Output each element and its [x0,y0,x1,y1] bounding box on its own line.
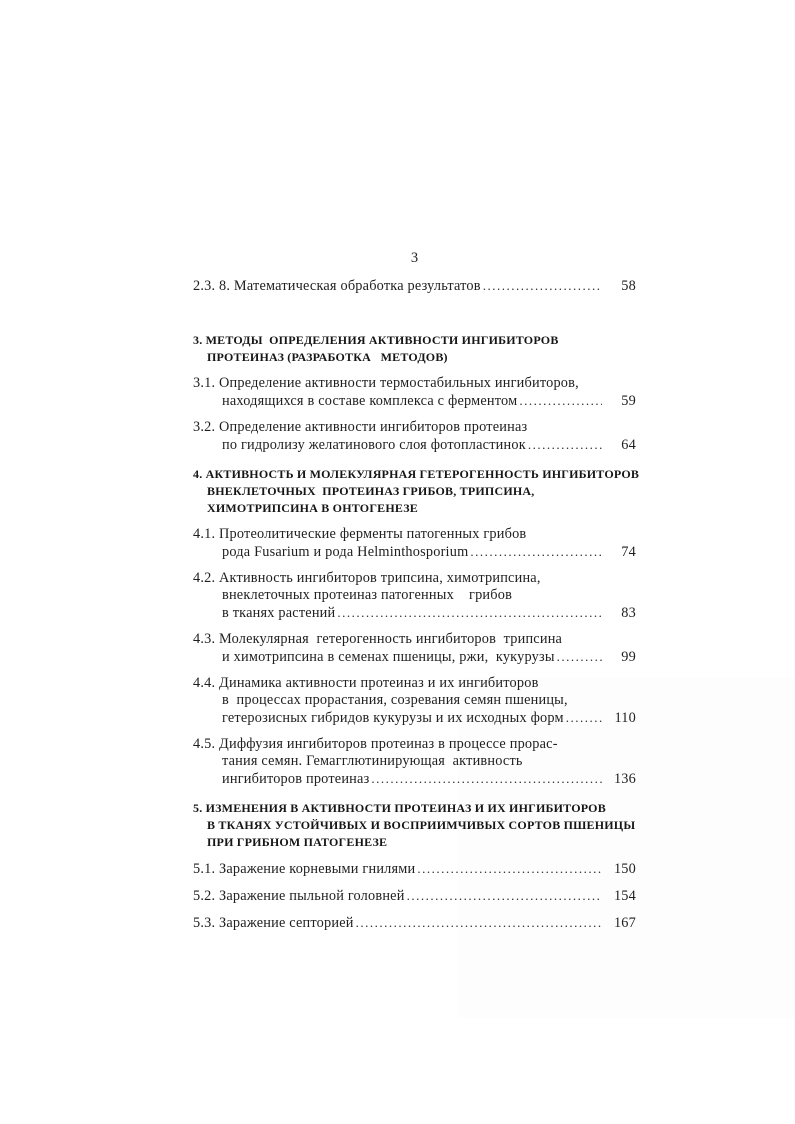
table-of-contents [193,267,640,932]
toc-entry-text: 5.3. Заражение септорией [193,915,354,931]
toc-entry-text: тания семян. Гемагглютинирующая активность [222,753,523,769]
toc-entry-text: 4.4. Динамика активности протеиназ и их ингибиторов [193,675,539,691]
heading-line: 5. ИЗМЕНЕНИЯ В АКТИВНОСТИ ПРОТЕИНАЗ И ИХ ИНГИБИТОРОВ [193,801,606,815]
leader-dots [407,887,602,905]
toc-entry-page-number: 136 [613,771,636,787]
toc-entry-page-number: 150 [613,861,636,877]
toc-entry-text: 2.3. 8. Математическая обработка результатов [193,278,481,294]
toc-entry-page-number: 154 [613,888,636,904]
toc-entry-text: 4.3. Молекулярная гетерогенность ингибиторов трипсина [193,631,563,647]
heading-line: В ТКАНЯХ УСТОЙЧИВЫХ И ВОСПРИИМЧИВЫХ СОРТОВ ПШЕНИЦЫ [207,818,636,832]
toc-entry-page-number: 58 [621,278,636,294]
toc-entry-text: по гидролизу желатинового слоя фотопластинок [222,437,526,453]
toc-entry-text: внеклеточных протеиназ патогенных грибов [222,587,513,603]
toc-entry [193,860,636,878]
toc-entry [193,375,636,410]
leader-dots [483,277,602,295]
heading-line: 3. МЕТОДЫ ОПРЕДЕЛЕНИЯ АКТИВНОСТИ ИНГИБИТОРОВ [193,333,559,347]
toc-entry-text: 4.1. Протеолитические ферменты патогенных грибов [193,526,527,542]
leader-dots [356,914,602,932]
toc-section-heading [193,466,640,517]
toc-entry [193,914,636,932]
toc-entry [193,419,636,454]
toc-entry [193,675,636,727]
toc-entry-text: находящихся в составе комплекса с ферментом [222,393,518,409]
leader-dots [528,436,602,454]
toc-entry [193,526,636,561]
heading-line: ВНЕКЛЕТОЧНЫХ ПРОТЕИНАЗ ГРИБОВ, ТРИПСИНА, [207,484,535,498]
toc-entry-text: ингибиторов протеиназ [222,771,370,787]
toc-entry-text: 5.1. Заражение корневыми гнилями [193,861,416,877]
toc-entry [193,277,636,295]
toc-entry-text: 3.2. Определение активности ингибиторов протеиназ [193,419,528,435]
toc-entry-text: 4.2. Активность ингибиторов трипсина, химотрипсина, [193,570,541,586]
toc-entry-text: в тканях растений [222,605,336,621]
toc-section-heading [193,332,636,366]
leader-dots [470,543,602,561]
toc-entry-page-number: 110 [614,710,636,726]
heading-line: ПРИ ГРИБНОМ ПАТОГЕНЕЗЕ [207,835,388,849]
leader-dots [371,770,602,788]
leader-dots [519,392,602,410]
toc-entry [193,631,636,666]
toc-entry [193,570,636,622]
toc-entry-text: и химотрипсина в семенах пшеницы, ржи, кукурузы [222,649,555,665]
toc-entry-text: гетерозисных гибридов кукурузы и их исходных форм [222,710,564,726]
heading-line: ХИМОТРИПСИНА В ОНТОГЕНЕЗЕ [207,501,418,515]
toc-entry [193,736,636,788]
toc-entry-text: 4.5. Диффузия ингибиторов протеиназ в процессе прорас- [193,736,558,752]
heading-line: ПРОТЕИНАЗ (РАЗРАБОТКА МЕТОДОВ) [207,350,448,364]
toc-section-heading [193,800,636,851]
toc-entry-text: рода Fusarium и рода Helminthosporium [222,544,469,560]
leader-dots [337,604,602,622]
heading-line: 4. АКТИВНОСТЬ И МОЛЕКУЛЯРНАЯ ГЕТЕРОГЕННОСТЬ ИНГИБИТОРОВ [193,467,640,481]
toc-entry-page-number: 59 [621,393,636,409]
toc-entry-text: 3.1. Определение активности термостабильных ингибиторов, [193,375,579,391]
toc-entry-page-number: 99 [621,649,636,665]
toc-entry-page-number: 167 [613,915,636,931]
toc-entry-page-number: 83 [621,605,636,621]
toc-entry-page-number: 74 [621,544,636,560]
leader-dots [566,709,602,727]
toc-entry-page-number: 64 [621,437,636,453]
page-number: 3 [410,250,419,266]
leader-dots [557,648,602,666]
toc-entry [193,887,636,905]
leader-dots [417,860,602,878]
toc-entry-text: 5.2. Заражение пыльной головней [193,888,405,904]
toc-entry-text: в процессах прорастания, созревания семян пшеницы, [222,692,568,708]
